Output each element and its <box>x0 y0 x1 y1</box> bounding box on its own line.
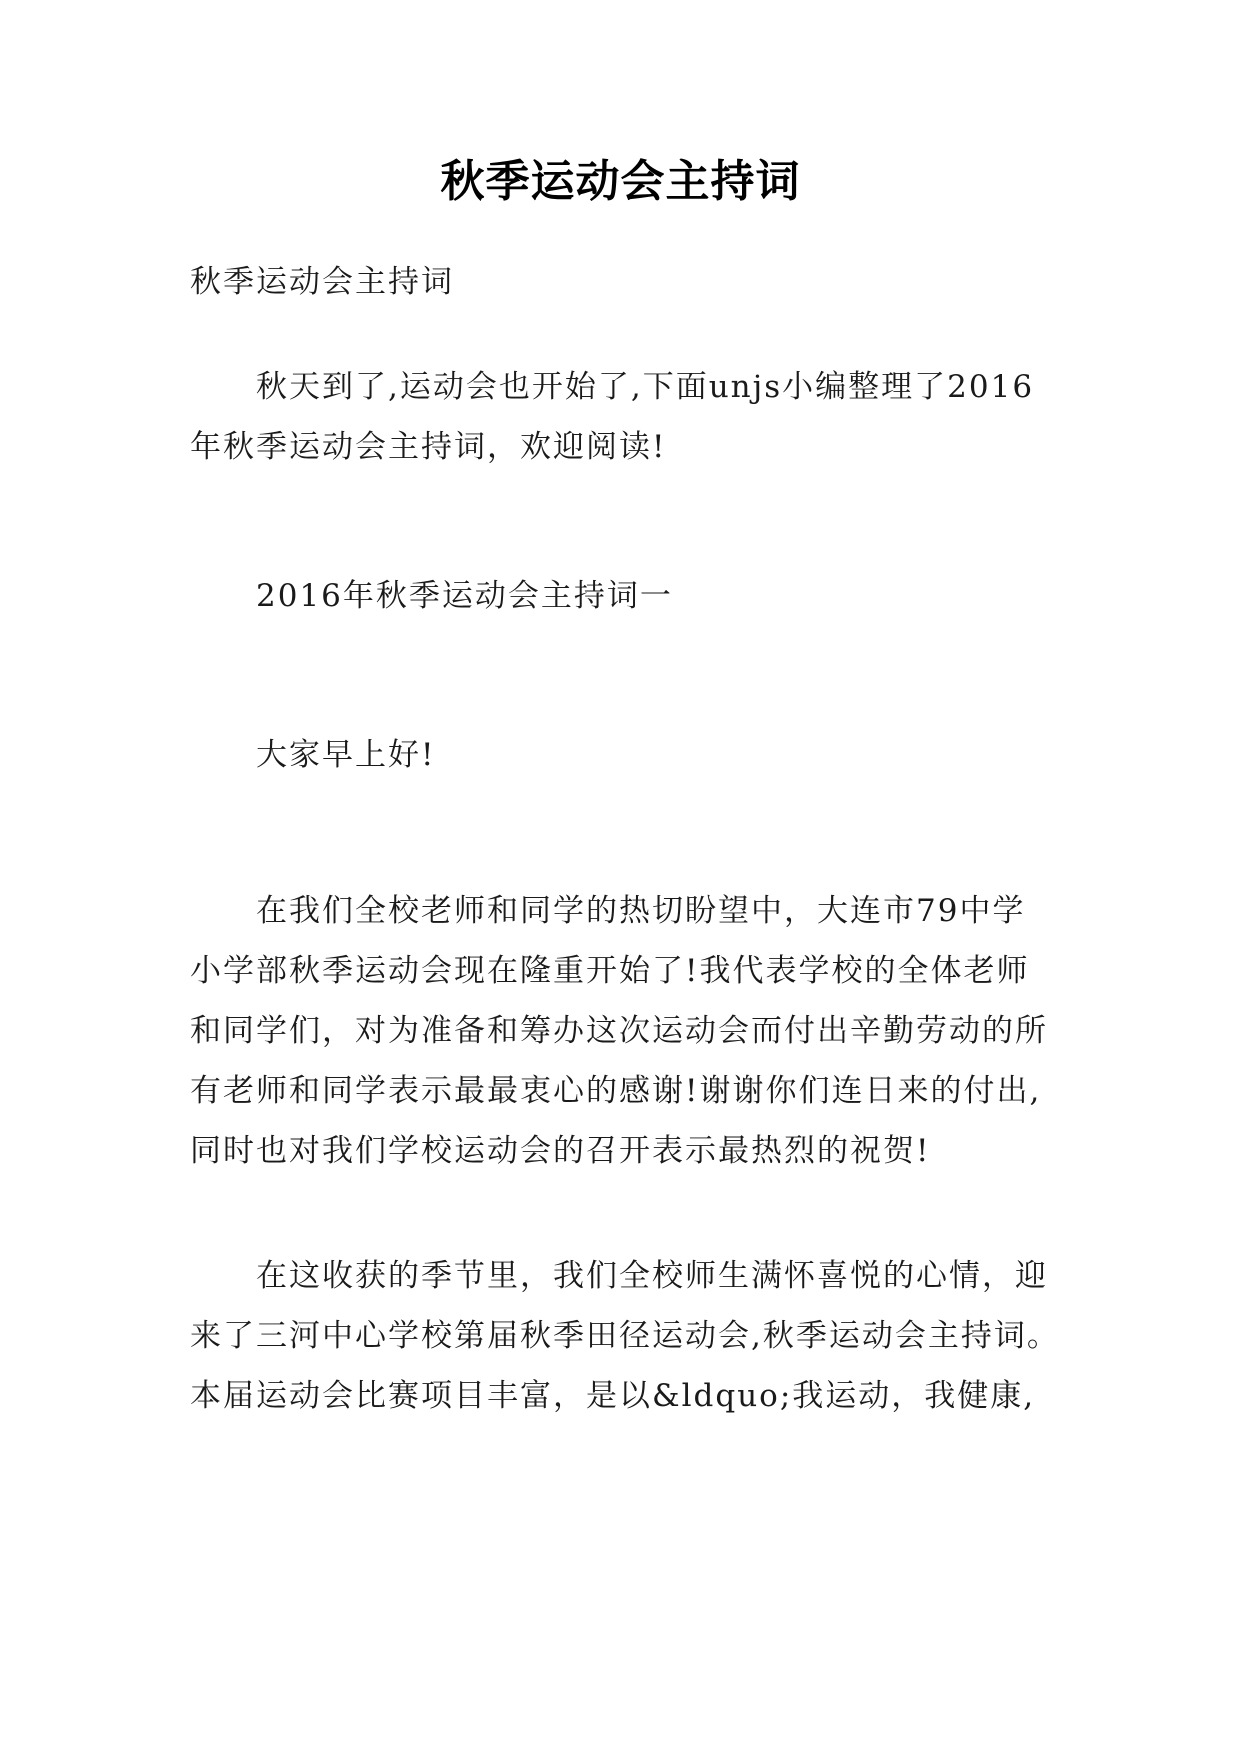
document-title: 秋季运动会主持词 <box>440 156 801 207</box>
section-heading-line: 2016年秋季运动会主持词一 <box>256 578 673 614</box>
paragraph1-line-5: 同时也对我们学校运动会的召开表示最热烈的祝贺! <box>190 1133 931 1169</box>
paragraph1-line-4: 有老师和同学表示最最衷心的感谢!谢谢你们连日来的付出, <box>190 1073 1042 1109</box>
intro-line-2: 年秋季运动会主持词，欢迎阅读! <box>190 429 667 465</box>
greeting-line: 大家早上好! <box>256 737 436 773</box>
section-heading <box>190 566 1070 626</box>
paragraph2-line-3: 本届运动会比赛项目丰富，是以&ldquo;我运动，我健康, <box>190 1378 1036 1414</box>
body-paragraph-2 <box>190 1246 1070 1426</box>
body-paragraph-1 <box>190 881 1070 1181</box>
document-subtitle <box>190 252 1070 312</box>
subtitle-line: 秋季运动会主持词 <box>190 264 454 300</box>
paragraph1-line-2: 小学部秋季运动会现在隆重开始了!我代表学校的全体老师 <box>190 953 1030 989</box>
intro-paragraph <box>190 357 1070 477</box>
paragraph1-line-1: 在我们全校老师和同学的热切盼望中，大连市79中学 <box>256 893 1026 929</box>
paragraph1-line-3: 和同学们，对为准备和筹办这次运动会而付出辛勤劳动的所 <box>190 1013 1048 1049</box>
paragraph2-line-2: 来了三河中心学校第届秋季田径运动会,秋季运动会主持词。 <box>190 1318 1060 1354</box>
paragraph2-line-1: 在这收获的季节里，我们全校师生满怀喜悦的心情，迎 <box>256 1258 1048 1294</box>
greeting <box>190 725 1070 785</box>
intro-line-1: 秋天到了,运动会也开始了,下面unjs小编整理了2016 <box>256 369 1035 405</box>
